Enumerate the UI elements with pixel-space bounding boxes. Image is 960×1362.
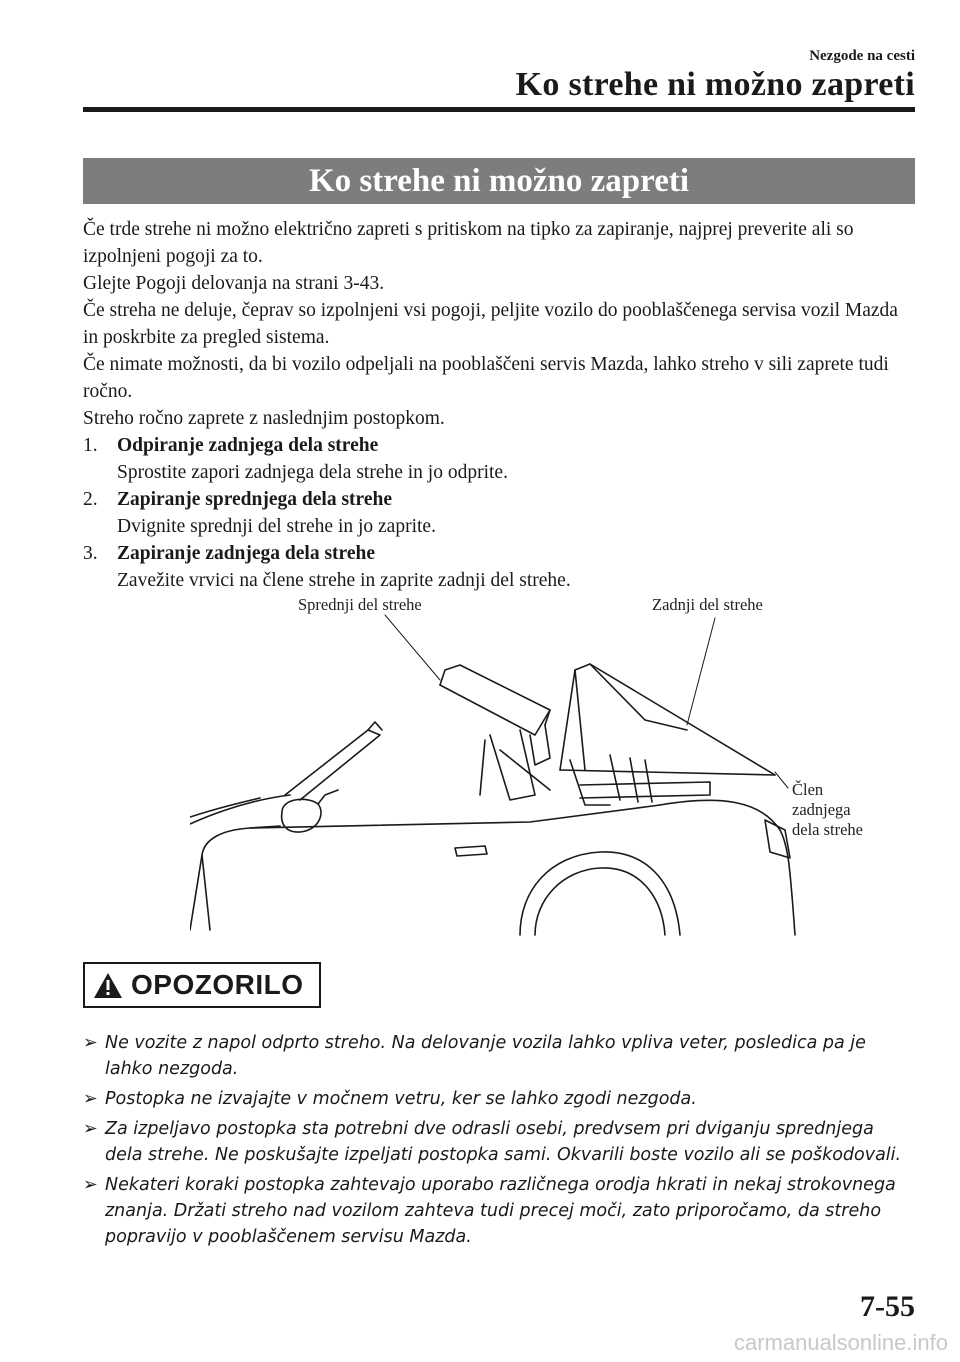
step-2	[83, 486, 915, 540]
page-number: 7-55	[860, 1290, 915, 1323]
intro-paragraph: Glejte Pogoji delovanja na strani 3-43.	[83, 273, 385, 294]
body-text	[83, 216, 915, 594]
section-title-bar: Ko strehe ni možno zapreti	[83, 158, 915, 204]
step-title: Odpiranje zadnjega dela strehe	[117, 435, 379, 456]
warning-item	[83, 1030, 915, 1082]
roof-figure	[190, 590, 890, 940]
arrow-bullet-icon: ➢	[83, 1033, 98, 1053]
warning-item	[83, 1116, 915, 1168]
header-title: Ko strehe ni možno zapreti	[515, 66, 915, 103]
warning-box	[83, 962, 321, 1008]
warning-text: Za izpeljavo postopka sta potrebni dve odrasli osebi, predvsem pri dviganju sprednjega dela strehe. Ne poskušajte izpeljati postopka sami. Okvarili boste vozilo ali se poškodovali.	[105, 1119, 902, 1165]
step-number: 2.	[83, 489, 98, 510]
arrow-bullet-icon: ➢	[83, 1175, 98, 1195]
intro-paragraph: Če nimate možnosti, da bi vozilo odpeljali na pooblaščeni servis Mazda, lahko streho v sili zaprete tudi ročno.	[83, 354, 889, 402]
arrow-bullet-icon: ➢	[83, 1089, 98, 1109]
step-number: 1.	[83, 435, 98, 456]
warning-list	[83, 1030, 915, 1254]
warning-item	[83, 1172, 915, 1250]
car-roof-illustration	[190, 590, 890, 940]
label-line: Člen	[792, 780, 824, 799]
watermark: carmanualsonline.info	[733, 1330, 948, 1355]
step-title: Zapiranje zadnjega dela strehe	[117, 543, 375, 564]
intro-paragraph: Streho ročno zaprete z naslednjim postopkom.	[83, 408, 445, 429]
warning-text: Nekateri koraki postopka zahtevajo uporabo različnega orodja hkrati in nekaj strokovnega znanja. Držati streho nad vozilom zahteva tudi precej moči, zato priporočamo, da streho popravijo v pooblaščenem servisu Mazda.	[105, 1175, 896, 1247]
label-line: zadnjega	[792, 800, 851, 819]
step-number: 3.	[83, 543, 98, 564]
label-front-roof: Sprednji del strehe	[298, 595, 422, 614]
step-1	[83, 432, 915, 486]
label-rear-roof-member	[792, 780, 863, 840]
warning-title: OPOZORILO	[131, 969, 304, 1000]
arrow-bullet-icon: ➢	[83, 1119, 98, 1139]
warning-text: Ne vozite z napol odprto streho. Na delovanje vozila lahko vpliva veter, posledica pa je lahko nezgoda.	[105, 1033, 866, 1079]
header-chapter: Nezgode na cesti	[809, 48, 915, 64]
header-rule	[83, 107, 915, 112]
step-title: Zapiranje sprednjega dela strehe	[117, 489, 392, 510]
intro-paragraph: Če streha ne deluje, čeprav so izpolnjeni vsi pogoji, peljite vozilo do pooblaščenega servisa vozil Mazda in poskrbite za pregled sistema.	[83, 300, 898, 348]
step-3	[83, 540, 915, 594]
step-description: Zavežite vrvici na člene strehe in zaprite zadnji del strehe.	[117, 570, 571, 591]
step-description: Sprostite zapori zadnjega dela strehe in jo odprite.	[117, 462, 508, 483]
warning-text: Postopka ne izvajajte v močnem vetru, ker se lahko zgodi nezgoda.	[105, 1089, 697, 1109]
warning-triangle-icon	[93, 972, 123, 999]
label-rear-roof: Zadnji del strehe	[652, 595, 763, 614]
label-line: dela strehe	[792, 820, 864, 839]
intro-paragraph: Če trde strehe ni možno električno zapreti s pritiskom na tipko za zapiranje, najprej preverite ali so izpolnjeni pogoji za to.	[83, 219, 854, 267]
step-description: Dvignite sprednji del strehe in jo zaprite.	[117, 516, 436, 537]
warning-item	[83, 1086, 915, 1112]
